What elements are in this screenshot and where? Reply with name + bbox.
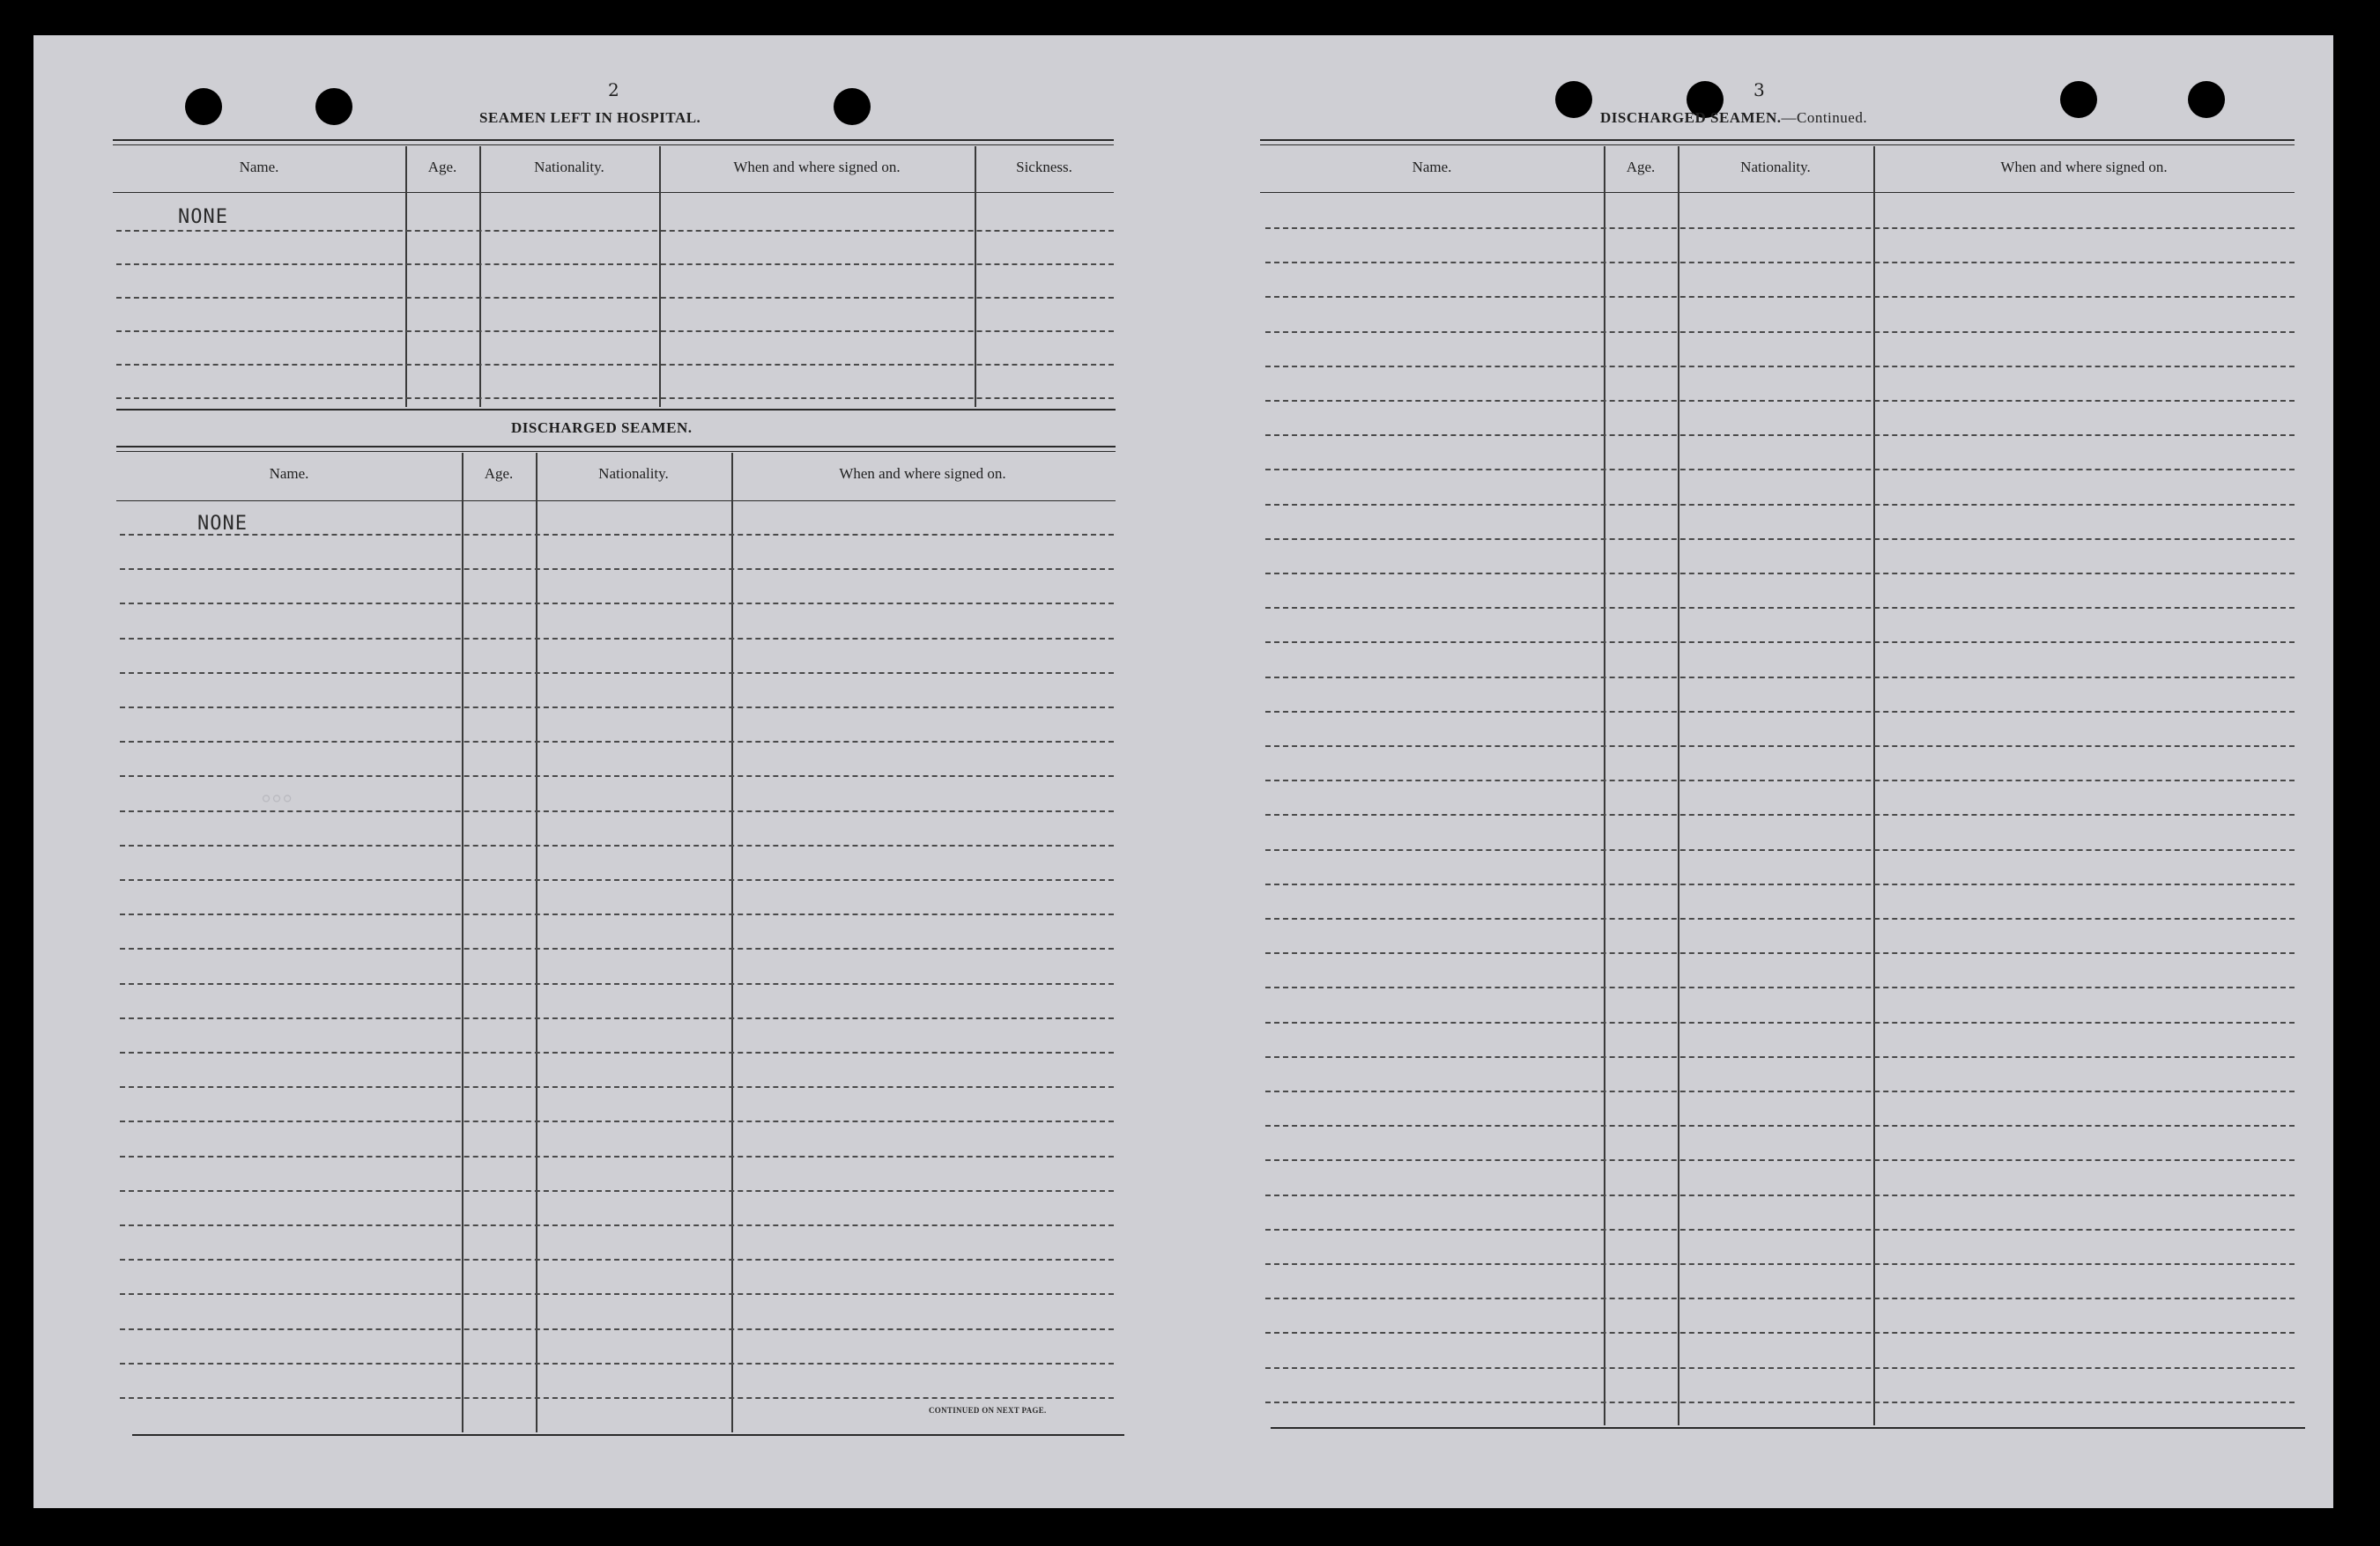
page-number-right: 3 [1753, 79, 1765, 100]
header-rule [1260, 139, 2295, 141]
ruled-line [120, 706, 1114, 708]
hospital-entry-name: NONE [178, 206, 228, 228]
col-header-age: Age. [484, 465, 514, 482]
ruled-line [120, 845, 1114, 847]
column-divider [1873, 146, 1875, 1425]
ruled-line [1265, 745, 2295, 747]
col-header-nationality: Nationality. [598, 465, 669, 482]
bleed-through-mark: ◦◦◦ [261, 782, 293, 815]
ruled-line [1265, 1159, 2295, 1161]
punch-hole [185, 88, 222, 125]
col-header-signed-on: When and where signed on. [839, 465, 1006, 482]
ruled-line [1265, 641, 2295, 643]
ruled-line [120, 775, 1114, 777]
ruled-line [1265, 538, 2295, 540]
ruled-line [1265, 711, 2295, 713]
col-header-signed-on: When and where signed on. [733, 159, 901, 175]
ruled-line [1265, 366, 2295, 367]
ruled-line [1265, 677, 2295, 678]
ruled-line [116, 364, 1114, 366]
ruled-line [1265, 1056, 2295, 1058]
ruled-line [1265, 1263, 2295, 1265]
ruled-line [1265, 434, 2295, 436]
ruled-line [116, 230, 1114, 232]
col-header-sickness: Sickness. [1016, 159, 1072, 175]
ruled-line [1265, 1195, 2295, 1196]
ruled-line [1265, 469, 2295, 470]
ruled-line [120, 1121, 1114, 1122]
ruled-line [120, 914, 1114, 915]
bottom-rule [132, 1434, 1124, 1436]
ruled-line [1265, 1298, 2295, 1299]
ruled-line [116, 397, 1114, 399]
discharged-entry-name: NONE [197, 513, 248, 535]
ruled-line [120, 879, 1114, 881]
ruled-line [120, 638, 1114, 640]
column-divider [536, 453, 538, 1432]
section-rule [116, 409, 1116, 411]
ruled-line [1265, 573, 2295, 574]
col-header-nationality: Nationality. [1740, 159, 1811, 175]
ruled-line [120, 1259, 1114, 1261]
col-header-age: Age. [427, 159, 457, 175]
document-sheet [33, 35, 2333, 1508]
ruled-line [120, 1017, 1114, 1019]
ruled-line [1265, 987, 2295, 988]
ruled-line [120, 534, 1114, 536]
ruled-line [1265, 849, 2295, 851]
ruled-line [1265, 400, 2295, 402]
ruled-line [120, 1293, 1114, 1295]
ruled-line [120, 568, 1114, 570]
title-continued-text: —Continued. [1781, 109, 1868, 126]
ruled-line [1265, 1402, 2295, 1403]
header-rule [116, 451, 1116, 452]
ruled-line [116, 297, 1114, 299]
ruled-line [120, 1224, 1114, 1226]
header-rule [1260, 144, 2295, 145]
ruled-line [120, 1363, 1114, 1365]
column-divider [1604, 146, 1605, 1425]
column-header-rule [113, 192, 1114, 193]
column-divider [479, 146, 481, 407]
column-divider [462, 453, 463, 1432]
ruled-line [116, 330, 1114, 332]
col-header-name: Name. [1412, 159, 1452, 175]
punch-hole [2188, 81, 2225, 118]
discharged-section-title: DISCHARGED SEAMEN. [511, 419, 693, 436]
column-divider [975, 146, 976, 407]
discharged-continued-title [1600, 109, 1867, 127]
bottom-rule [1271, 1427, 2305, 1429]
ruled-line [120, 1328, 1114, 1330]
ruled-line [1265, 1367, 2295, 1369]
ruled-line [1265, 884, 2295, 885]
ruled-line [1265, 331, 2295, 333]
ruled-line [120, 1156, 1114, 1158]
punch-hole [1555, 81, 1592, 118]
column-divider [659, 146, 661, 407]
header-rule [113, 139, 1114, 141]
punch-hole [2060, 81, 2097, 118]
ruled-line [120, 983, 1114, 985]
ruled-line [120, 1397, 1114, 1399]
ruled-line [1265, 918, 2295, 920]
punch-hole [315, 88, 352, 125]
ruled-line [1265, 227, 2295, 229]
col-header-name: Name. [239, 159, 279, 175]
ruled-line [120, 603, 1114, 604]
ruled-line [120, 1052, 1114, 1054]
punch-hole [834, 88, 871, 125]
ruled-line [1265, 1229, 2295, 1231]
ruled-line [120, 1190, 1114, 1192]
column-divider [405, 146, 407, 407]
ruled-line [1265, 780, 2295, 781]
header-rule [113, 144, 1114, 145]
col-header-signed-on: When and where signed on. [2000, 159, 2168, 175]
ruled-line [1265, 296, 2295, 298]
ruled-line [1265, 504, 2295, 506]
column-divider [1678, 146, 1679, 1425]
col-header-age: Age. [1626, 159, 1656, 175]
ruled-line [1265, 262, 2295, 263]
ruled-line [120, 672, 1114, 674]
ruled-line [120, 741, 1114, 743]
column-header-rule [1260, 192, 2295, 193]
ruled-line [120, 810, 1114, 812]
page-number-left: 2 [608, 79, 619, 100]
hospital-section-title: SEAMEN LEFT IN HOSPITAL. [479, 109, 701, 126]
ruled-line [120, 948, 1114, 950]
column-divider [731, 453, 733, 1432]
ruled-line [1265, 607, 2295, 609]
ruled-line [1265, 1022, 2295, 1024]
title-text: DISCHARGED SEAMEN. [1600, 109, 1782, 126]
ruled-line [1265, 1125, 2295, 1127]
continued-footer: CONTINUED ON NEXT PAGE. [929, 1406, 1047, 1415]
ruled-line [116, 263, 1114, 265]
ruled-line [120, 1086, 1114, 1088]
ruled-line [1265, 1332, 2295, 1334]
column-header-rule [116, 500, 1116, 501]
header-rule [116, 446, 1116, 448]
ruled-line [1265, 952, 2295, 954]
col-header-name: Name. [269, 465, 309, 482]
ruled-line [1265, 814, 2295, 816]
ruled-line [1265, 1091, 2295, 1092]
col-header-nationality: Nationality. [534, 159, 604, 175]
